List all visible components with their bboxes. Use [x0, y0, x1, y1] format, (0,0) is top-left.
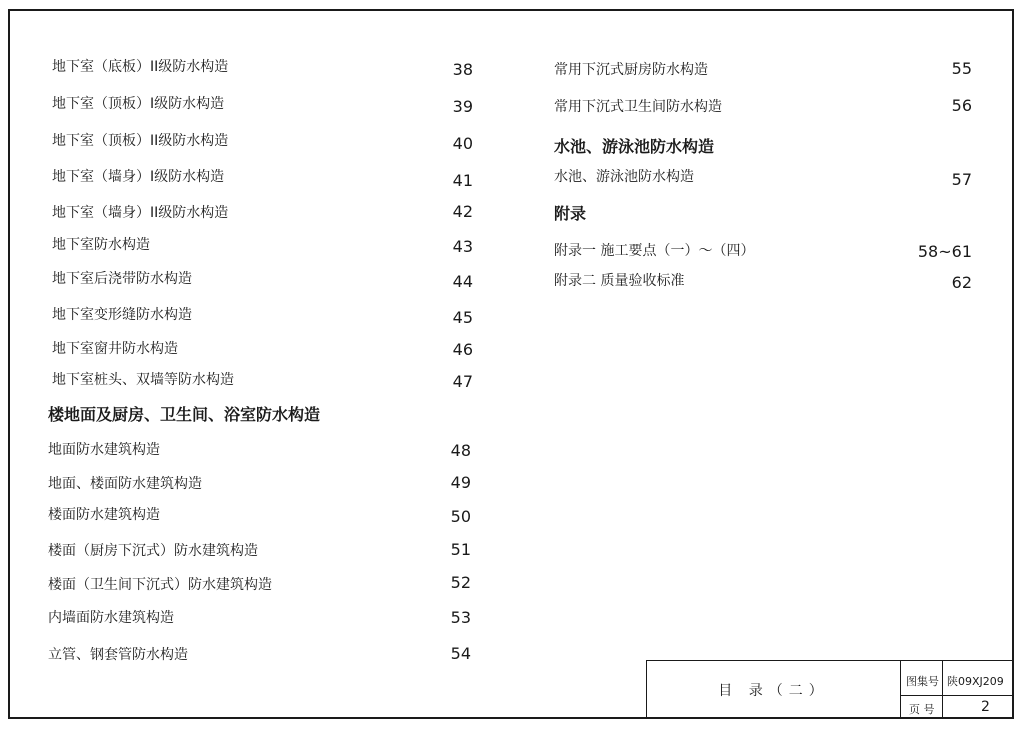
title-block — [646, 660, 1012, 717]
toc-entry-title: 常用下沉式卫生间防水构造 — [554, 99, 722, 115]
title-block-title: 目 录（二） — [718, 682, 829, 699]
toc-entry-title: 常用下沉式厨房防水构造 — [554, 62, 708, 78]
toc-entry-title: 地下室（墙身）II级防水构造 — [52, 205, 229, 221]
title-block-divider — [942, 661, 943, 718]
toc-entry-page: 44 — [452, 272, 473, 291]
toc-entry-page: 40 — [452, 134, 473, 153]
toc-entry-page: 56 — [951, 96, 972, 115]
toc-entry-page: 54 — [450, 644, 471, 663]
toc-entry-title: 地下室（底板）II级防水构造 — [52, 59, 229, 75]
page-number-value: 2 — [981, 699, 990, 715]
toc-entry-page: 51 — [450, 540, 471, 559]
toc-entry-title: 地下室变形缝防水构造 — [52, 307, 192, 323]
toc-entry-title: 地下室（墙身）I级防水构造 — [52, 169, 225, 185]
toc-entry-page: 38 — [452, 60, 473, 79]
toc-entry-page: 55 — [951, 59, 972, 78]
toc-entry-page: 48 — [450, 441, 471, 460]
toc-entry-title: 附录二 质量验收标准 — [554, 273, 685, 289]
toc-entry-page: 45 — [452, 308, 473, 327]
toc-entry-title: 楼面防水建筑构造 — [48, 507, 160, 523]
toc-entry-title: 地面防水建筑构造 — [48, 442, 160, 458]
toc-entry-page: 46 — [452, 340, 473, 359]
toc-entry-page: 43 — [452, 237, 473, 256]
toc-entry-title: 水池、游泳池防水构造 — [554, 169, 694, 185]
toc-entry-page: 52 — [450, 573, 471, 592]
toc-entry-page: 58~61 — [917, 242, 972, 261]
toc-entry-title: 立管、钢套管防水构造 — [48, 647, 188, 663]
toc-entry-title: 地下室桩头、双墙等防水构造 — [52, 372, 234, 388]
toc-entry-title: 地下室（顶板）I级防水构造 — [52, 96, 225, 112]
toc-entry-title: 内墙面防水建筑构造 — [48, 610, 174, 626]
toc-entry-page: 57 — [951, 170, 972, 189]
toc-entry-page: 53 — [450, 608, 471, 627]
toc-entry-page: 50 — [450, 507, 471, 526]
page-number-label: 页 号 — [909, 703, 935, 716]
toc-entry-title: 地下室窗井防水构造 — [52, 341, 178, 357]
toc-entry-page: 42 — [452, 202, 473, 221]
section-heading: 附录 — [554, 204, 587, 223]
section-heading: 楼地面及厨房、卫生间、浴室防水构造 — [48, 405, 321, 424]
atlas-number-label: 图集号 — [906, 675, 939, 688]
atlas-number-value: 陕09XJ209 — [947, 675, 1004, 688]
toc-entry-page: 41 — [452, 171, 473, 190]
toc-entry-title: 附录一 施工要点（一）～（四） — [554, 243, 755, 259]
toc-entry-title: 地下室（顶板）II级防水构造 — [52, 133, 229, 149]
toc-entry-page: 62 — [951, 273, 972, 292]
toc-entry-page: 47 — [452, 372, 473, 391]
section-heading: 水池、游泳池防水构造 — [554, 137, 715, 156]
toc-entry-title: 地下室防水构造 — [52, 237, 150, 253]
toc-entry-page: 39 — [452, 97, 473, 116]
toc-entry-title: 地下室后浇带防水构造 — [52, 271, 192, 287]
toc-entry-title: 楼面（厨房下沉式）防水建筑构造 — [48, 543, 258, 559]
title-block-divider — [900, 661, 901, 718]
toc-entry-title: 楼面（卫生间下沉式）防水建筑构造 — [48, 577, 272, 593]
title-block-divider — [900, 695, 1013, 696]
toc-entry-page: 49 — [450, 473, 471, 492]
toc-entry-title: 地面、楼面防水建筑构造 — [48, 476, 202, 492]
